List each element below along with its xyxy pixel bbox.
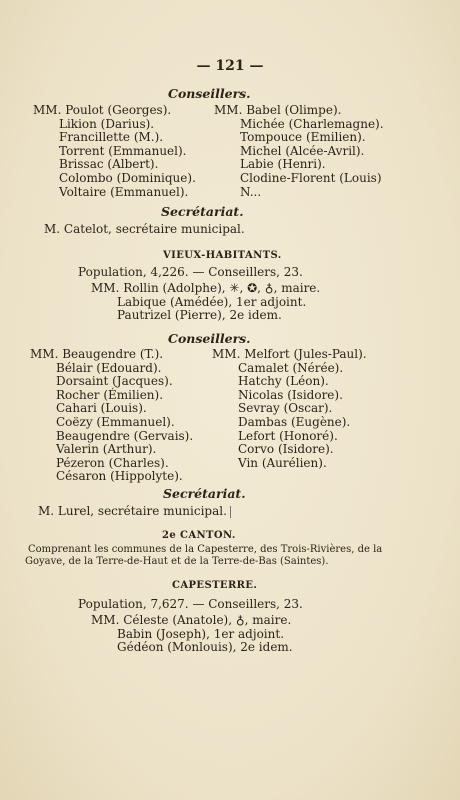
list-item: Camalet (Nérée).: [238, 360, 344, 375]
section2-title: VIEUX-HABITANTS.: [163, 250, 282, 261]
list-item: Pézeron (Charles).: [56, 455, 169, 470]
canton-desc-line2: Goyave, de la Terre-de-Haut et de la Terre-de-Bas (Saintes).: [25, 556, 329, 567]
list-item: Francillette (M.).: [59, 130, 164, 145]
section2-right-col: [212, 348, 367, 470]
list-item: Vin (Aurélien).: [238, 455, 327, 470]
official-line: Gédéon (Monlouis), 2e idem.: [117, 640, 293, 655]
list-item: Coëzy (Emmanuel).: [56, 414, 175, 429]
section3-officials: [91, 614, 293, 655]
canton-title: 2e CANTON.: [162, 530, 236, 541]
list-item: Clodine-Florent (Louis): [240, 170, 382, 185]
official-line: Babin (Joseph), 1er adjoint.: [117, 626, 285, 641]
list-item: Bélair (Edouard).: [56, 360, 162, 375]
list-item: Likion (Darius).: [59, 116, 155, 131]
section1-right-col: [214, 104, 384, 199]
section1-heading: Conseillers.: [168, 86, 251, 101]
list-item: Labie (Henri).: [240, 157, 326, 172]
section2-left-col: [30, 348, 193, 484]
section2-secretariat-heading: Secrétariat.: [163, 486, 246, 501]
list-item: Cahari (Louis).: [56, 401, 147, 416]
list-item: Dorsaint (Jacques).: [56, 374, 173, 389]
list-item: Sevray (Oscar).: [238, 401, 333, 416]
section3-population: Population, 7,627. — Conseillers, 23.: [78, 597, 303, 611]
list-item: Torrent (Emmanuel).: [59, 143, 187, 158]
official-line: Labique (Amédée), 1er adjoint.: [117, 294, 307, 309]
list-item: Beaugendre (Gervais).: [56, 428, 194, 443]
list-item: Corvo (Isidore).: [238, 442, 334, 457]
list-item: Brissac (Albert).: [59, 157, 159, 172]
list-item: Michel (Alcée-Avril).: [240, 143, 365, 158]
list-item: MM. Poulot (Georges).: [33, 103, 172, 117]
official-line: Pautrizel (Pierre), 2e idem.: [117, 308, 282, 323]
official-line: MM. Rollin (Adolphe), ✳, ✪, ♁, maire.: [91, 281, 321, 295]
section3-title: CAPESTERRE.: [172, 580, 258, 591]
list-item: Césaron (Hippolyte).: [56, 469, 183, 484]
list-item: Michée (Charlemagne).: [240, 116, 384, 131]
section2-officials: [91, 282, 320, 323]
page-number: — 121 —: [196, 58, 264, 74]
section1-secretariat-heading: Secrétariat.: [161, 204, 244, 219]
list-item: Nicolas (Isidore).: [238, 387, 343, 402]
list-item: Valerin (Arthur).: [56, 442, 157, 457]
list-item: MM. Beaugendre (T.).: [30, 347, 164, 361]
section1-left-col: [33, 104, 196, 199]
canton-desc-line1: Comprenant les communes de la Capesterre, des Trois-Rivières, de la: [28, 544, 383, 555]
list-item: MM. Babel (Olimpe).: [214, 103, 342, 117]
section2-heading: Conseillers.: [168, 331, 251, 346]
list-item: Hatchy (Léon).: [238, 374, 329, 389]
list-item: N...: [240, 184, 262, 199]
list-item: Dambas (Eugène).: [238, 414, 351, 429]
list-item: Lefort (Honoré).: [238, 428, 338, 443]
list-item: Rocher (Émilien).: [56, 387, 164, 402]
section2-secretariat-text: M. Lurel, secrétaire municipal.: [38, 504, 231, 518]
list-item: MM. Melfort (Jules-Paul).: [212, 347, 367, 361]
list-item: Voltaire (Emmanuel).: [59, 184, 189, 199]
section2-population: Population, 4,226. — Conseillers, 23.: [78, 265, 303, 279]
list-item: Colombo (Dominique).: [59, 170, 196, 185]
official-line: MM. Céleste (Anatole), ♁, maire.: [91, 613, 292, 627]
list-item: Tompouce (Emilien).: [240, 130, 366, 145]
section1-secretariat-text: M. Catelot, secrétaire municipal.: [44, 222, 245, 236]
